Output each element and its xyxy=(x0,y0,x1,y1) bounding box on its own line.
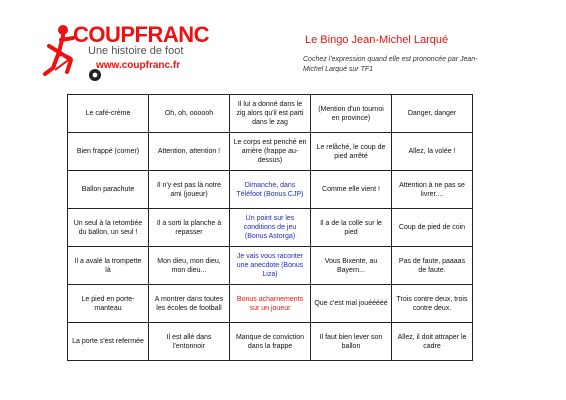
bingo-row xyxy=(68,285,473,323)
bingo-cell[interactable]: Vous Bixente, au Bayern... xyxy=(311,247,392,285)
page-title: Le Bingo Jean-Michel Larqué xyxy=(305,34,449,46)
bingo-grid xyxy=(67,94,473,361)
bingo-cell[interactable]: Manque de conviction dans la frappe xyxy=(230,323,311,361)
bingo-cell[interactable]: Allez, il doit attraper le cadre xyxy=(392,323,473,361)
bingo-cell[interactable]: (Mention d'un tournoi en province) xyxy=(311,95,392,133)
bingo-row xyxy=(68,323,473,361)
bingo-row xyxy=(68,133,473,171)
bingo-cell[interactable]: Il lui a donné dans le zig alors qu'il est parti dans le zag xyxy=(230,95,311,133)
bingo-cell[interactable]: Il faut bien lever son ballon xyxy=(311,323,392,361)
bingo-cell[interactable]: Il a de la colle sur le pied xyxy=(311,209,392,247)
bingo-cell[interactable]: Le café-crème xyxy=(68,95,149,133)
bingo-cell[interactable]: Danger, danger xyxy=(392,95,473,133)
bingo-cell[interactable]: Attention, attention ! xyxy=(149,133,230,171)
bingo-cell[interactable]: Le pied en porte-manteau xyxy=(68,285,149,323)
bingo-cell[interactable]: Allez, la volée ! xyxy=(392,133,473,171)
bingo-cell[interactable]: La porte s'est refermée xyxy=(68,323,149,361)
bingo-cell[interactable]: Comme elle vient ! xyxy=(311,171,392,209)
bingo-cell[interactable]: Bien frappé (corner) xyxy=(68,133,149,171)
bingo-cell[interactable]: Dimanche, dans Téléfoot (Bonus CJP) xyxy=(230,171,311,209)
bingo-cell[interactable]: Pas de faute, paaaas de faute. xyxy=(392,247,473,285)
bingo-cell[interactable]: Il n'y est pas là notre ami (joueur) xyxy=(149,171,230,209)
bingo-cell[interactable]: A montrer dans toutes les écoles de football xyxy=(149,285,230,323)
bingo-cell[interactable]: Mon dieu, mon dieu, mon dieu... xyxy=(149,247,230,285)
brand-tagline: Une histoire de foot xyxy=(88,45,184,57)
brand-name: COUPFRANC xyxy=(73,22,210,47)
bingo-cell[interactable]: Un seul à la retombée du ballon, un seul ! xyxy=(68,209,149,247)
bingo-row xyxy=(68,209,473,247)
bingo-cell[interactable]: Le corps est penché en arrière (frappe au-dessus) xyxy=(230,133,311,171)
bingo-cell[interactable]: Que c'est mal jouééééé xyxy=(311,285,392,323)
bingo-cell[interactable]: Il a avalé la trompette là xyxy=(68,247,149,285)
site-link[interactable]: www.coupfranc.fr xyxy=(96,60,181,71)
bingo-cell[interactable]: Il a sorti la planche à repasser xyxy=(149,209,230,247)
bingo-cell[interactable]: Attention à ne pas se livrer.... xyxy=(392,171,473,209)
bingo-cell[interactable]: Coup de pied de coin xyxy=(392,209,473,247)
bingo-cell[interactable]: Oh, oh, oooooh xyxy=(149,95,230,133)
bingo-cell[interactable]: Il est allé dans l'entonnoir xyxy=(149,323,230,361)
bingo-row xyxy=(68,95,473,133)
bingo-cell[interactable]: Un point sur les conditions de jeu (Bonus Astorga) xyxy=(230,209,311,247)
bingo-row xyxy=(68,247,473,285)
bingo-cell[interactable]: Bonus acharnements sur un joueur xyxy=(230,285,311,323)
bingo-cell[interactable]: Ballon parachute xyxy=(68,171,149,209)
bingo-cell[interactable]: Je vais vous raconter une anecdote (Bonus Liza) xyxy=(230,247,311,285)
bingo-cell[interactable]: Le relâché, le coup de pied arrêté xyxy=(311,133,392,171)
bingo-cell[interactable]: Trois contre deux, trois contre deux. xyxy=(392,285,473,323)
bingo-row xyxy=(68,171,473,209)
instructions-text: Cochez l'expression quand elle est prononcée par Jean-Michel Larqué sur TF1 xyxy=(303,56,478,73)
